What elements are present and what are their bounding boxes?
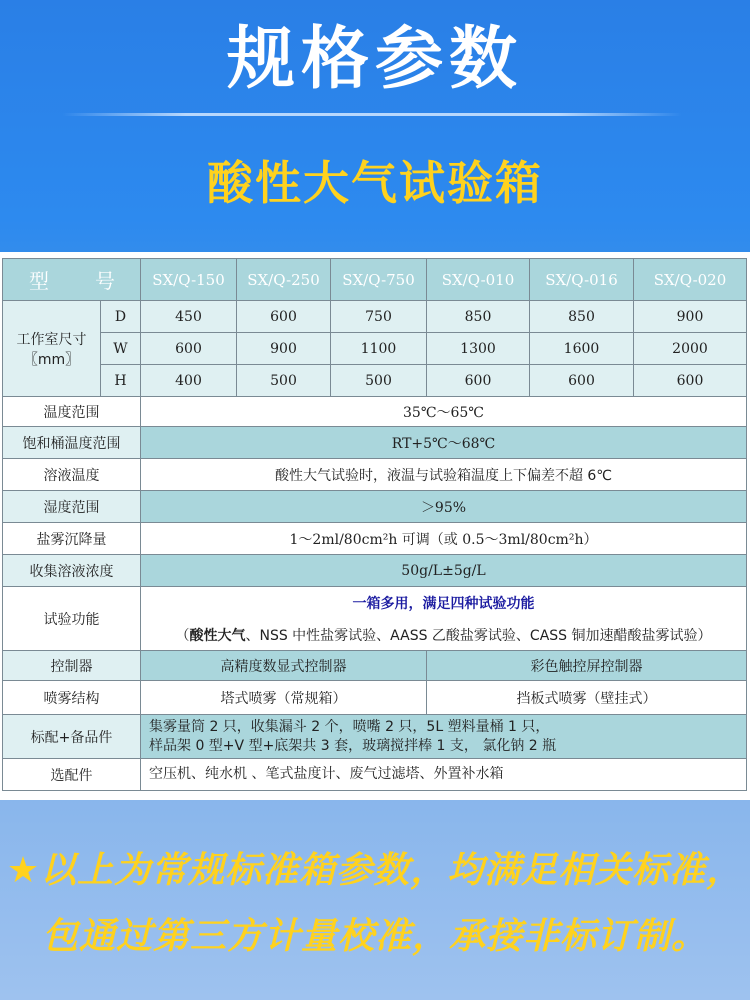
product-subtitle: 酸性大气试验箱 [207, 156, 543, 210]
model-label-b: 号 [95, 269, 117, 293]
humidity-label: 湿度范围 [3, 491, 141, 523]
func-line2 [143, 625, 744, 645]
model-cell: SX/Q-010 [427, 259, 530, 301]
dims-axis: D [101, 301, 141, 333]
footer-line1-text: 以上为常规标准箱参数，均满足相关标准， [40, 850, 744, 891]
opt-label: 选配件 [3, 759, 141, 791]
footer-line2: 包通过第三方计量校准，承接非标订制。 [41, 916, 708, 957]
conc-value: 50g/L±5g/L [141, 555, 747, 587]
dims-value: 750 [331, 301, 427, 333]
model-row [3, 259, 747, 301]
solution-temp-row [3, 459, 747, 491]
std-label: 标配+备品件 [3, 715, 141, 759]
func-line1: 一箱多用，满足四种试验功能 [352, 595, 535, 612]
dims-value: 850 [427, 301, 530, 333]
dims-value: 450 [141, 301, 237, 333]
dims-label-line2: 〖mm〗 [23, 351, 80, 368]
spec-table [2, 258, 747, 791]
dims-value: 1300 [427, 333, 530, 365]
sat-temp-row [3, 427, 747, 459]
func-bold: 酸性大气 [189, 627, 246, 644]
dims-label-line1: 工作室尺寸 [16, 331, 87, 348]
temp-range-row [3, 397, 747, 427]
sat-temp-value: RT+5℃～68℃ [141, 427, 747, 459]
page-title: 规格参数 [226, 20, 523, 99]
dims-value: 500 [237, 365, 331, 397]
fog-value: 1～2ml/80cm²h 可调（或 0.5～3ml/80cm²h） [141, 523, 747, 555]
opt-value: 空压机、纯水机 、笔式盐度计、废气过滤塔、外置补水箱 [141, 759, 747, 791]
solution-temp-label: 溶液温度 [3, 459, 141, 491]
conc-row [3, 555, 747, 587]
dims-value: 600 [530, 365, 634, 397]
sat-temp-label: 饱和桶温度范围 [3, 427, 141, 459]
dims-value: 600 [427, 365, 530, 397]
model-cell: SX/Q-150 [141, 259, 237, 301]
controller-a: 高精度数显式控制器 [141, 651, 427, 681]
dims-value: 400 [141, 365, 237, 397]
dims-row-w [3, 333, 747, 365]
std-line1: 集雾量筒 2 只，收集漏斗 2 个，喷嘴 2 只，5L 塑料量桶 1 只， [149, 718, 550, 735]
dims-axis: H [101, 365, 141, 397]
dims-value: 850 [530, 301, 634, 333]
conc-label: 收集溶液浓度 [3, 555, 141, 587]
humidity-value: ＞95% [141, 491, 747, 523]
model-cell: SX/Q-016 [530, 259, 634, 301]
model-cell: SX/Q-020 [634, 259, 747, 301]
footer-note [0, 838, 750, 970]
fog-row [3, 523, 747, 555]
dims-value: 600 [634, 365, 747, 397]
spray-row [3, 681, 747, 715]
controller-row [3, 651, 747, 681]
title-divider [62, 113, 682, 116]
dims-value: 1100 [331, 333, 427, 365]
footer-line1 [0, 838, 750, 904]
dims-row-d [3, 301, 747, 333]
dims-value: 2000 [634, 333, 747, 365]
dims-value: 1600 [530, 333, 634, 365]
std-line2: 样品架 0 型+V 型+底架共 3 套，玻璃搅拌棒 1 支， 氯化钠 2 瓶 [149, 737, 557, 754]
dims-value: 900 [237, 333, 331, 365]
star-icon: ★ [6, 850, 41, 891]
func-rest: 、NSS 中性盐雾试验、AASS 乙酸盐雾试验、CASS 铜加速醋酸盐雾试验） [245, 627, 712, 644]
spray-b: 挡板式喷雾（壁挂式） [427, 681, 747, 715]
func-value [141, 587, 747, 651]
dims-row-h [3, 365, 747, 397]
solution-temp-value: 酸性大气试验时，液温与试验箱温度上下偏差不超 6℃ [141, 459, 747, 491]
opt-row [3, 759, 747, 791]
fog-label: 盐雾沉降量 [3, 523, 141, 555]
dims-value: 600 [237, 301, 331, 333]
dims-value: 500 [331, 365, 427, 397]
humidity-row [3, 491, 747, 523]
model-header [3, 259, 141, 301]
std-row [3, 715, 747, 759]
model-cell: SX/Q-750 [331, 259, 427, 301]
spray-a: 塔式喷雾（常规箱） [141, 681, 427, 715]
dims-axis: W [101, 333, 141, 365]
model-cell: SX/Q-250 [237, 259, 331, 301]
temp-range-label: 温度范围 [3, 397, 141, 427]
func-row [3, 587, 747, 651]
dims-value: 900 [634, 301, 747, 333]
dims-value: 600 [141, 333, 237, 365]
controller-b: 彩色触控屏控制器 [427, 651, 747, 681]
controller-label: 控制器 [3, 651, 141, 681]
func-open-paren: （ [175, 627, 190, 644]
func-label: 试验功能 [3, 587, 141, 651]
temp-range-value: 35℃～65℃ [141, 397, 747, 427]
model-label-a: 型 [29, 269, 51, 293]
spray-label: 喷雾结构 [3, 681, 141, 715]
std-value [141, 715, 747, 759]
dims-label [3, 301, 101, 397]
